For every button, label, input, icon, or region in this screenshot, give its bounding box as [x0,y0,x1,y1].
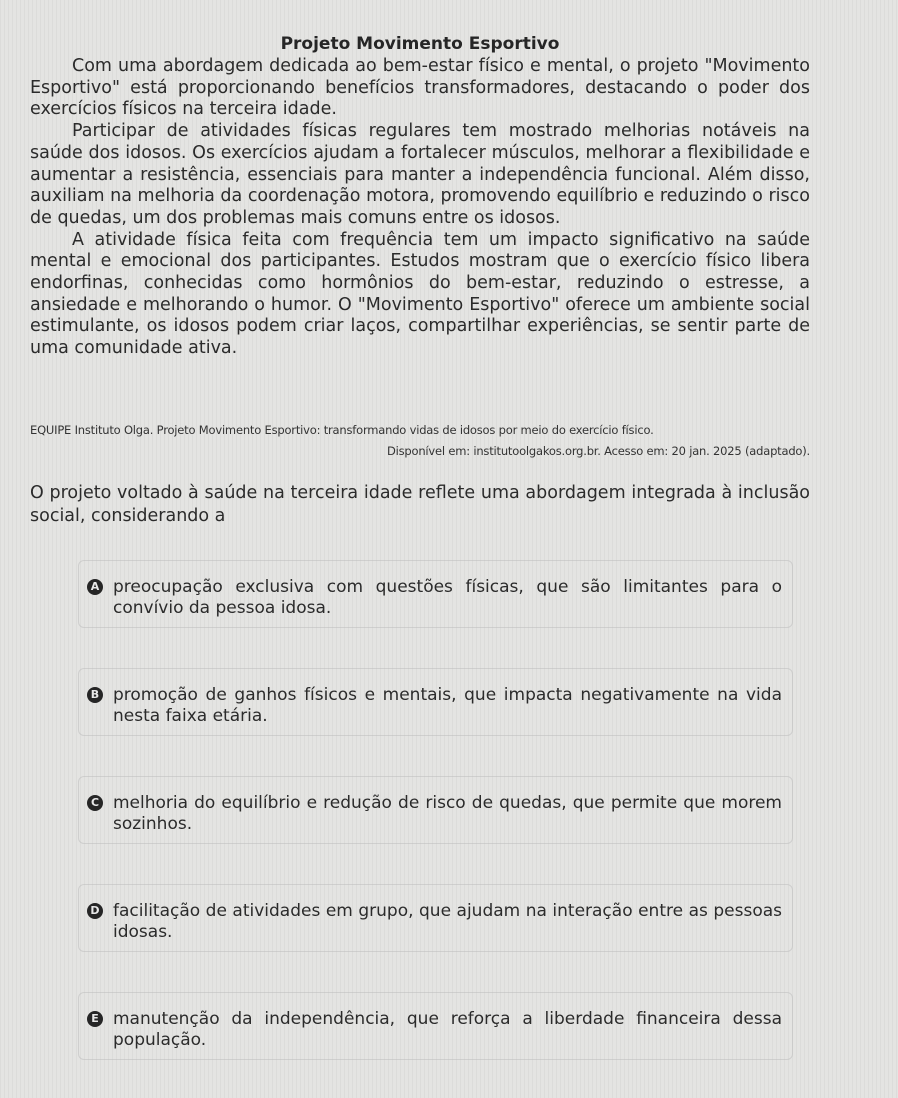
paragraph-1: Com uma abordagem dedicada ao bem-estar físico e mental, o projeto "Movimento Esportivo" está proporcionando benefícios transformadores, destacando o poder dos exercícios físicos na terceira idade. [30,56,810,120]
source-citation-line-1: EQUIPE Instituto Olga. Projeto Movimento Esportivo: transformando vidas de idosos por meio do exercício físico. [30,423,654,437]
option-letter-badge: E [87,1011,103,1027]
source-citation-line-2: Disponível em: institutoolgakos.org.br. Acesso em: 20 jan. 2025 (adaptado). [386,444,810,458]
option-text: facilitação de atividades em grupo, que ajudam na interação entre as pessoas idosas. [113,901,782,942]
option-text: preocupação exclusiva com questões físicas, que são limitantes para o convívio da pessoa idosa. [113,577,782,618]
source-citation [30,420,810,462]
option-b[interactable] [78,668,793,736]
option-d[interactable] [78,884,793,952]
option-letter-badge: C [87,795,103,811]
option-text: melhoria do equilíbrio e redução de risco de quedas, que permite que morem sozinhos. [113,793,782,834]
document-title: Projeto Movimento Esportivo [280,34,560,54]
question-stem: O projeto voltado à saúde na terceira idade reflete uma abordagem integrada à inclusão social, considerando a [30,483,810,526]
option-text: manutenção da independência, que reforça a liberdade financeira dessa população. [113,1009,782,1050]
paragraph-2: Participar de atividades físicas regulares tem mostrado melhorias notáveis na saúde dos idosos. Os exercícios ajudam a fortalecer músculos, melhorar a flexibilidade e aumentar a resistência, essenciais para manter a independência funcional. Além disso, auxiliam na melhoria da coordenação motora, promovendo equilíbrio e reduzindo o risco de quedas, um dos problemas mais comuns entre os idosos. [30,121,810,228]
option-e[interactable] [78,992,793,1060]
paragraph-3: A atividade física feita com frequência tem um impacto significativo na saúde mental e emocional dos participantes. Estudos mostram que o exercício físico libera endorfinas, conhecidas como hormônios do bem-estar, reduzindo o estresse, a ansiedade e melhorando o humor. O "Movimento Esportivo" oferece um ambiente social estimulante, os idosos podem criar laços, compartilhar experiências, se sentir parte de uma comunidade ativa. [30,229,810,359]
article-body [30,56,810,360]
option-text: promoção de ganhos físicos e mentais, que impacta negativamente na vida nesta faixa etária. [113,685,782,726]
option-letter-badge: D [87,903,103,919]
option-letter-badge: A [87,579,103,595]
option-c[interactable] [78,776,793,844]
option-letter-badge: B [87,687,103,703]
option-a[interactable] [78,560,793,628]
